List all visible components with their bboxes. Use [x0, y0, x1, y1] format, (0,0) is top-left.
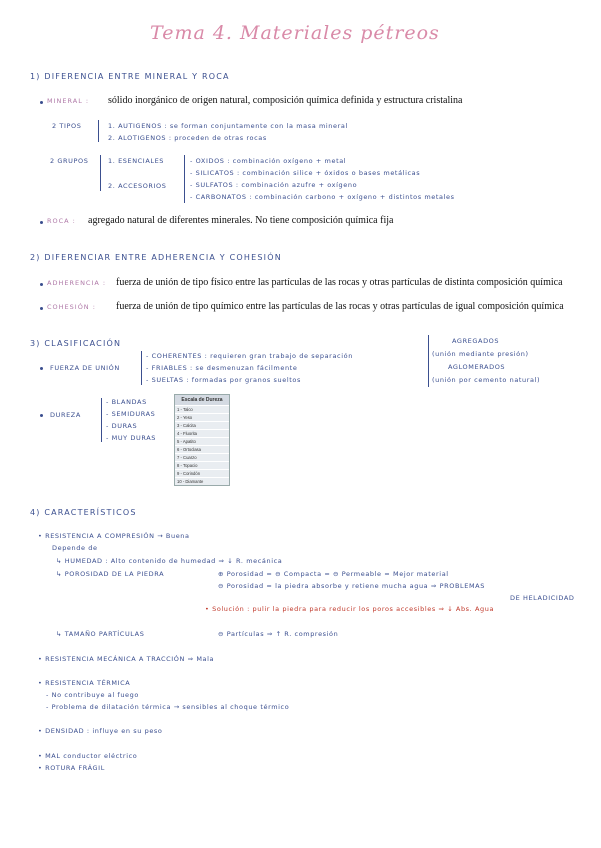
cohesion-definition: fuerza de unión de tipo químico entre las partículas de las rocas y otras partículas de igual composición química	[116, 301, 564, 312]
brace	[98, 120, 99, 142]
dureza-item: - DURAS	[106, 422, 138, 430]
page-title: Tema 4. Materiales pétreos	[150, 22, 440, 44]
compresion-heading: • RESISTENCIA A COMPRESIÓN → Buena	[38, 532, 190, 540]
table-row: 10 - Diamante	[175, 477, 229, 485]
conductor-line: • MAL conductor eléctrico	[38, 752, 138, 760]
roca-label: ROCA :	[47, 217, 76, 225]
table-row: 9 - Corindón	[175, 469, 229, 477]
termica-item: - No contribuye al fuego	[46, 691, 139, 699]
bullet	[40, 307, 43, 310]
hardness-scale-table	[174, 394, 230, 486]
table-row: 7 - Cuarzo	[175, 453, 229, 461]
dureza-item: - BLANDAS	[106, 398, 147, 406]
porosidad-item: ⊖ Porosidad = la piedra absorbe y retiene mucha agua ⇒ PROBLEMAS	[218, 582, 485, 590]
table-row: 4 - Fluorita	[175, 429, 229, 437]
bullet	[40, 414, 43, 417]
depende-label: Depende de	[52, 544, 98, 552]
grupo-item: 2. ACCESORIOS	[108, 182, 167, 190]
dureza-item: - SEMIDURAS	[106, 410, 156, 418]
aglomerados-label: AGLOMERADOS	[448, 363, 506, 371]
porosidad-label: ↳ POROSIDAD DE LA PIEDRA	[56, 570, 165, 578]
section-4-heading: 4) CARACTERÍSTICOS	[30, 508, 137, 517]
tipo-item: 1. AUTIGENOS : se forman conjuntamente con la masa mineral	[108, 122, 348, 130]
bullet	[40, 367, 43, 370]
brace	[184, 155, 185, 203]
subgrupo-item: - CARBONATOS : combinación carbono + oxígeno + distintos metales	[190, 193, 455, 201]
bullet	[40, 221, 43, 224]
mineral-label: MINERAL :	[47, 97, 90, 105]
grupos-label: 2 GRUPOS	[50, 157, 89, 165]
fuerza-item: - FRIABLES : se desmenuzan fácilmente	[146, 364, 298, 372]
porosidad-item: ⊕ Porosidad = ⊖ Compacta = ⊖ Permeable = Mejor material	[218, 570, 449, 578]
solucion-note: • Solución : pulir la piedra para reducir los poros accesibles ⇒ ↓ Abs. Agua	[205, 605, 495, 613]
table-row: 2 - Yeso	[175, 413, 229, 421]
dureza-item: - MUY DURAS	[106, 434, 157, 442]
brace	[101, 398, 102, 442]
tamano-label: ↳ TAMAÑO PARTÍCULAS	[56, 630, 145, 638]
table-header: Escala de Dureza	[175, 395, 229, 405]
section-1-heading: 1) DIFERENCIA ENTRE MINERAL Y ROCA	[30, 72, 230, 81]
section-2-heading: 2) DIFERENCIAR ENTRE ADHERENCIA Y COHESIÓN	[30, 253, 282, 262]
tamano-value: ⊖ Partículas ⇒ ↑ R. compresión	[218, 630, 339, 638]
dureza-label: DUREZA	[50, 411, 81, 419]
tipo-item: 2. ALOTIGENOS : proceden de otras rocas	[108, 134, 267, 142]
bullet	[40, 101, 43, 104]
table-row: 6 - Ortoclasa	[175, 445, 229, 453]
fuerza-label: FUERZA DE UNIÓN	[50, 364, 120, 372]
brace	[141, 351, 142, 385]
subgrupo-item: - OXIDOS : combinación oxígeno + metal	[190, 157, 347, 165]
fuerza-item: - SUELTAS : formadas por granos sueltos	[146, 376, 301, 384]
termica-heading: • RESISTENCIA TÉRMICA	[38, 679, 131, 687]
brace	[100, 155, 101, 191]
rotura-line: • ROTURA FRÁGIL	[38, 764, 105, 772]
tipos-label: 2 TIPOS	[52, 122, 82, 130]
mineral-definition: sólido inorgánico de origen natural, composición química definida y estructura cristalina	[108, 95, 463, 106]
roca-definition: agregado natural de diferentes minerales. No tiene composición química fija	[88, 215, 394, 226]
cohesion-label: COHESIÓN :	[47, 303, 96, 311]
humedad-line: ↳ HUMEDAD : Alto contenido de humedad ⇒ ↓ R. mecánica	[56, 557, 283, 565]
subgrupo-item: - SILICATOS : combinación silice + óxidos o bases metálicas	[190, 169, 421, 177]
porosidad-item: DE HELADICIDAD	[510, 594, 575, 602]
table-row: 8 - Topacio	[175, 461, 229, 469]
bullet	[40, 283, 43, 286]
termica-item: - Problema de dilatación térmica → sensibles al choque térmico	[46, 703, 290, 711]
adherencia-label: ADHERENCIA :	[47, 279, 107, 287]
grupo-item: 1. ESENCIALES	[108, 157, 165, 165]
adherencia-definition: fuerza de unión de tipo físico entre las partículas de las rocas y otras partículas de distinta composición química	[116, 277, 563, 288]
aglomerados-note: (unión por cemento natural)	[432, 376, 541, 384]
table-row: 5 - Apatito	[175, 437, 229, 445]
table-row: 1 - Talco	[175, 405, 229, 413]
agregados-note: (unión mediante presión)	[432, 350, 529, 358]
agregados-label: AGREGADOS	[452, 337, 500, 345]
fuerza-item: - COHERENTES : requieren gran trabajo de separación	[146, 352, 353, 360]
densidad-line: • DENSIDAD : influye en su peso	[38, 727, 163, 735]
brace	[428, 335, 429, 387]
section-3-heading: 3) CLASIFICACIÓN	[30, 339, 122, 348]
traccion-line: • RESISTENCIA MECÁNICA A TRACCIÓN ⇒ Mala	[38, 655, 215, 663]
subgrupo-item: - SULFATOS : combinación azufre + oxígeno	[190, 181, 358, 189]
table-row: 3 - Calcita	[175, 421, 229, 429]
